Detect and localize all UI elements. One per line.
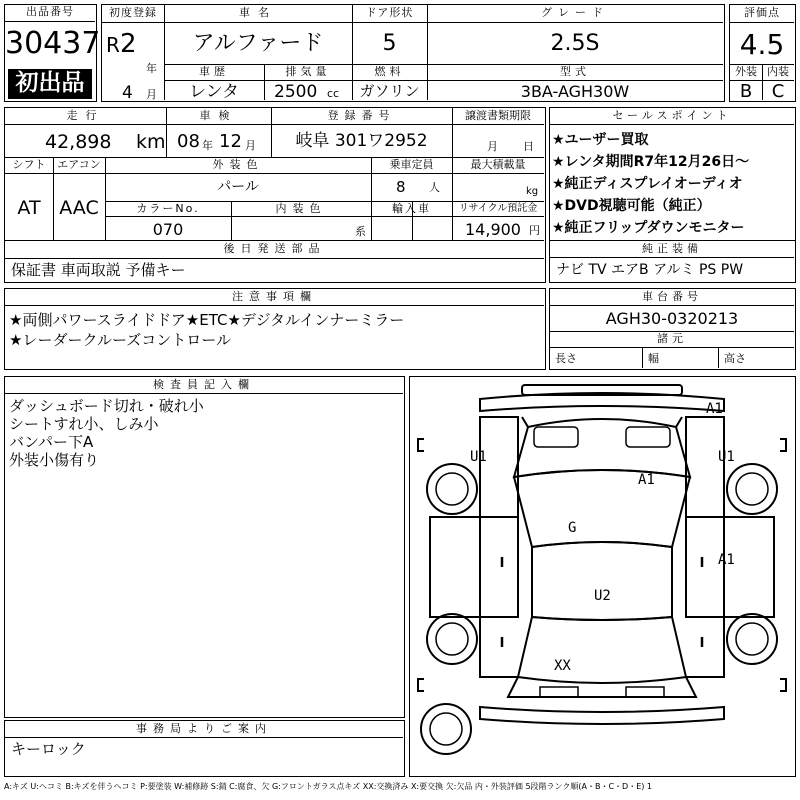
insp-month-unit: 月 — [245, 139, 256, 152]
vehicle-info-table — [4, 107, 546, 283]
door-value: 5 — [382, 31, 397, 56]
chassis-label: 車台番号 — [642, 290, 702, 303]
int-grade: C — [771, 81, 785, 102]
spec-height: 高さ — [724, 352, 746, 365]
capacity-unit: 人 — [429, 181, 440, 194]
load-unit: kg — [526, 186, 539, 197]
era: R — [106, 33, 120, 57]
sales-point-box — [549, 107, 796, 243]
mark-rear-glass: XX — [554, 658, 571, 674]
displacement-value: 2500 — [274, 82, 318, 102]
color-no-label: カラーNo. — [105, 202, 231, 217]
capacity-value: 8 — [396, 178, 406, 196]
model-value: 3BA-AGH30W — [520, 82, 630, 101]
insp-month: 12 — [219, 131, 242, 152]
month-unit: 月 — [146, 88, 157, 101]
ac-value: AAC — [59, 197, 99, 219]
mark-left-mirror: U1 — [470, 449, 487, 465]
car-diagram-svg — [410, 377, 794, 775]
mark-windshield: G — [568, 520, 577, 536]
spec-label: 諸元 — [657, 332, 687, 345]
inspector-lines — [9, 397, 204, 469]
reg-number: 岐阜 301ワ2952 — [295, 131, 428, 151]
sales-point-item: ★レンタ期間R7年12月26日～ — [552, 154, 750, 170]
legend-text: A:キズ U:ヘコミ B:キズを伴うヘコミ P:要塗装 W:補修跡 S:錆 C:腐食、欠 G:フロントガラス点キズ XX:交換済み X:要交換 欠:欠品 内・外装評価 5段階ランク順(A・B・C・D・E) 1 — [4, 782, 653, 791]
caution-line: ★両側パワースライドドア★ETC★デジタルインナーミラー — [9, 311, 405, 329]
chassis-box — [549, 288, 796, 370]
genuine-equipment-text: ナビ TV エアB アルミ PS PW — [556, 262, 744, 278]
spec-length: 長さ — [555, 352, 577, 365]
grade-label: グレード — [541, 6, 609, 19]
ext-color-value: パール — [217, 179, 259, 195]
fuel-value: ガソリン — [359, 82, 420, 100]
recycle-unit: 円 — [529, 224, 540, 237]
int-color-label: 内装色 — [231, 202, 371, 217]
inspector-line: シートすれ小、しみ小 — [9, 415, 159, 433]
displacement-label: 排気量 — [285, 65, 331, 78]
ext-grade-label: 外装 — [735, 65, 757, 78]
spec-width: 幅 — [648, 352, 659, 365]
mark-hood: A1 — [638, 472, 655, 488]
color-no-value: 070 — [152, 220, 184, 239]
inspector-box — [4, 376, 405, 718]
later-parts-label: 後日発送部品 — [223, 242, 326, 255]
grade-value: 2.5S — [550, 31, 600, 56]
history-label: 車歴 — [199, 65, 229, 78]
import-label: 輸入車 — [371, 202, 452, 217]
score-value: 4.5 — [739, 28, 785, 61]
mark-front-right: A1 — [706, 401, 723, 417]
ext-grade: B — [739, 81, 753, 102]
fuel-label: 燃料 — [374, 65, 405, 78]
genuine-equipment-label: 純正装備 — [642, 242, 702, 255]
inspector-line: 外装小傷有り — [9, 451, 100, 469]
transfer-day: 日 — [523, 140, 534, 153]
load-label: 最大積載量 — [470, 158, 526, 171]
caution-label: 注意事項欄 — [232, 290, 317, 303]
shift-label: シフト — [12, 158, 46, 171]
recycle-value: 14,900 — [465, 220, 521, 239]
door-label: ドア形状 — [365, 6, 414, 19]
sales-point-item: ★純正ディスプレイオーディオ — [552, 176, 743, 192]
first-listing-badge — [8, 69, 92, 99]
score-label: 評価点 — [744, 6, 780, 19]
shift-value: AT — [17, 197, 41, 219]
lot-box — [4, 4, 101, 102]
later-parts-text: 保証書 車両取説 予備キー — [11, 261, 186, 279]
inspection-label: 車検 — [199, 109, 238, 122]
mark-roof: U2 — [594, 588, 611, 604]
lot-number: 30437 — [5, 26, 101, 61]
displacement-unit: cc — [327, 87, 340, 100]
chassis-number: AGH30-0320213 — [605, 309, 739, 328]
inspector-line: バンパー下A — [9, 433, 94, 451]
damage-diagram — [409, 376, 796, 777]
recycle-label: リサイクル預託金 — [452, 202, 544, 217]
ac-label: エアコン — [57, 158, 101, 171]
car-name-label: 車名 — [239, 6, 277, 19]
year-num: 2 — [120, 29, 137, 59]
mileage-label: 走行 — [66, 109, 105, 122]
year-unit: 年 — [146, 62, 157, 75]
caution-box — [4, 288, 546, 370]
sales-point-item: ★DVD視聴可能（純正） — [552, 198, 711, 214]
ext-color-label: 外装色 — [212, 158, 264, 171]
sales-point-item: ★純正フリップダウンモニター — [552, 220, 745, 236]
inspector-label: 検査員記入欄 — [153, 378, 255, 391]
history-value: レンタ — [189, 82, 239, 102]
int-grade-label: 内装 — [767, 65, 789, 78]
office-box — [4, 720, 405, 777]
first-listing-text: 初出品 — [15, 70, 85, 96]
mark-right-mirror: U1 — [718, 449, 735, 465]
sales-point-item: ★ユーザー買取 — [552, 132, 649, 148]
caution-line: ★レーダークルーズコントロール — [9, 331, 231, 349]
lot-label: 出品番号 — [5, 5, 95, 22]
sales-point-list — [552, 129, 749, 239]
mark-right-side: A1 — [718, 552, 735, 568]
caution-lines — [9, 310, 404, 350]
int-color-unit: 系 — [355, 225, 366, 238]
inspector-line: ダッシュボード切れ・破れ小 — [9, 397, 204, 415]
transfer-label: 譲渡書類期限 — [465, 109, 531, 122]
sales-point-label: セールスポイント — [612, 109, 732, 122]
score-box — [729, 4, 796, 102]
office-text: キーロック — [11, 740, 86, 758]
mileage-value: 42,898 — [45, 131, 112, 153]
insp-year: 08 — [177, 131, 200, 152]
transfer-month: 月 — [487, 140, 498, 153]
car-name: アルファード — [192, 31, 324, 56]
first-reg-label: 初度登録 — [109, 6, 157, 19]
insp-year-unit: 年 — [202, 139, 213, 152]
model-label: 型式 — [560, 65, 590, 78]
reg-label: 登録番号 — [327, 109, 396, 122]
header-table — [101, 4, 725, 102]
month-num: 4 — [122, 83, 133, 103]
office-label: 事務局よりご案内 — [136, 722, 272, 735]
capacity-label: 乗車定員 — [389, 158, 434, 171]
genuine-equipment-box — [549, 240, 796, 283]
mileage-unit: km — [136, 131, 166, 153]
